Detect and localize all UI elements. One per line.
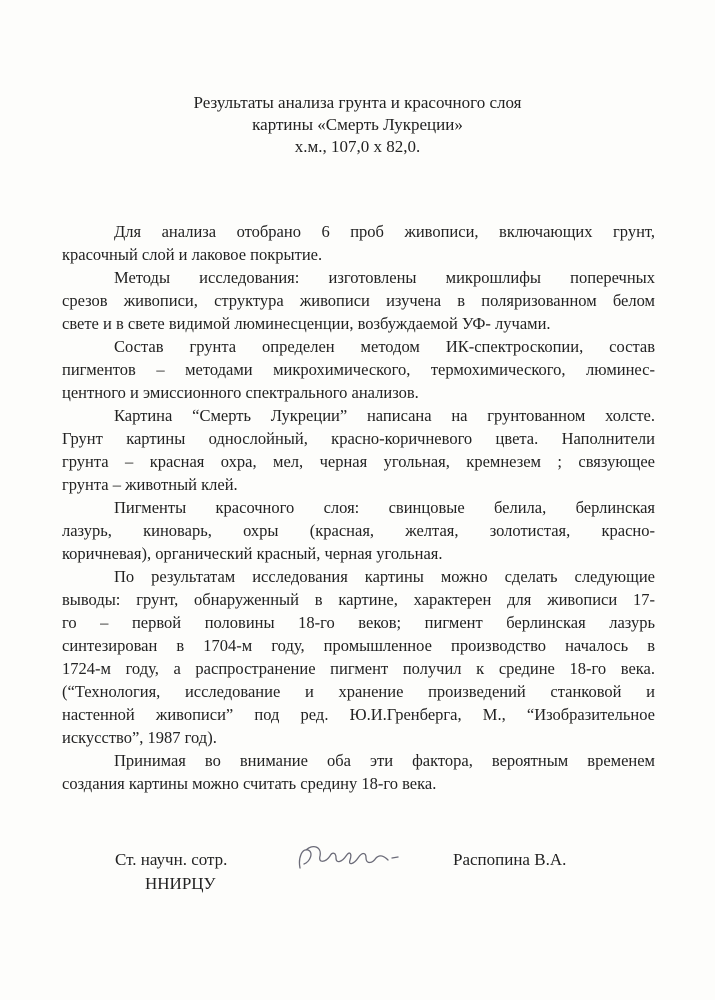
paragraph-line: 1724-м году, а распространение пигмент получил к средине 18-го века. — [62, 659, 655, 678]
paragraph-line: красочный слой и лаковое покрытие. — [62, 245, 323, 264]
signatory-name: Распопина В.А. — [453, 850, 567, 869]
paragraph-line: создания картины можно считать средину 18-го века. — [62, 774, 437, 793]
body-paragraph — [62, 220, 655, 266]
paragraph-line: Принимая во внимание оба эти фактора, вероятным временем — [114, 751, 655, 770]
paragraph-line: (“Технология, исследование и хранение произведений станковой и — [62, 682, 655, 701]
body-paragraph — [62, 335, 655, 404]
paragraph-line: Состав грунта определен методом ИК-спектроскопии, состав — [114, 337, 655, 356]
paragraph-line: Методы исследования: изготовлены микрошлифы поперечных — [114, 268, 655, 287]
body-paragraph — [62, 749, 655, 795]
paragraph-line: пигментов – методами микрохимического, термохимического, люминес- — [62, 360, 655, 379]
signatory-position: Ст. научн. сотр. — [115, 850, 228, 869]
title-line-3: х.м., 107,0 х 82,0. — [294, 137, 421, 156]
paragraph-line: грунта – животный клей. — [62, 475, 238, 494]
paragraph-line: грунта – красная охра, мел, черная угольная, кремнезем ; связующее — [62, 452, 655, 471]
title-line-1: Результаты анализа грунта и красочного слоя — [193, 93, 522, 112]
document-body — [62, 220, 655, 795]
body-paragraph — [62, 565, 655, 749]
document-title — [0, 92, 715, 158]
paragraph-line: настенной живописи” под ред. Ю.И.Гренберга, М., “Изобразительное — [62, 705, 655, 724]
paragraph-line: выводы: грунт, обнаруженный в картине, характерен для живописи 17- — [62, 590, 655, 609]
paragraph-line: Грунт картины однослойный, красно-коричневого цвета. Наполнители — [62, 429, 655, 448]
body-paragraph — [62, 404, 655, 496]
signatory-organization: ННИРЦУ — [145, 874, 216, 893]
paragraph-line: искусство”, 1987 год). — [62, 728, 217, 747]
body-paragraph — [62, 496, 655, 565]
paragraph-line: Пигменты красочного слоя: свинцовые белила, берлинская — [114, 498, 655, 517]
paragraph-line: центного и эмиссионного спектрального анализов. — [62, 383, 419, 402]
title-line-2: картины «Смерть Лукреции» — [252, 115, 463, 134]
paragraph-line: срезов живописи, структура живописи изучена в поляризованном белом — [62, 291, 655, 310]
paragraph-line: синтезирован в 1704-м году, промышленное производство началось в — [62, 636, 655, 655]
paragraph-line: лазурь, киноварь, охры (красная, желтая, золотистая, красно- — [62, 521, 655, 540]
paragraph-line: свете и в свете видимой люминесценции, возбуждаемой УФ- лучами. — [62, 314, 551, 333]
signatory-position-block — [115, 848, 227, 896]
paragraph-line: По результатам исследования картины можно сделать следующие — [114, 567, 655, 586]
paragraph-line: Для анализа отобрано 6 проб живописи, включающих грунт, — [114, 222, 655, 241]
paragraph-line: го – первой половины 18-го веков; пигмент берлинская лазурь — [62, 613, 655, 632]
handwritten-signature — [292, 838, 402, 878]
paragraph-line: Картина “Смерть Лукреции” написана на грунтованном холсте. — [114, 406, 655, 425]
body-paragraph — [62, 266, 655, 335]
paragraph-line: коричневая), органический красный, черная угольная. — [62, 544, 443, 563]
